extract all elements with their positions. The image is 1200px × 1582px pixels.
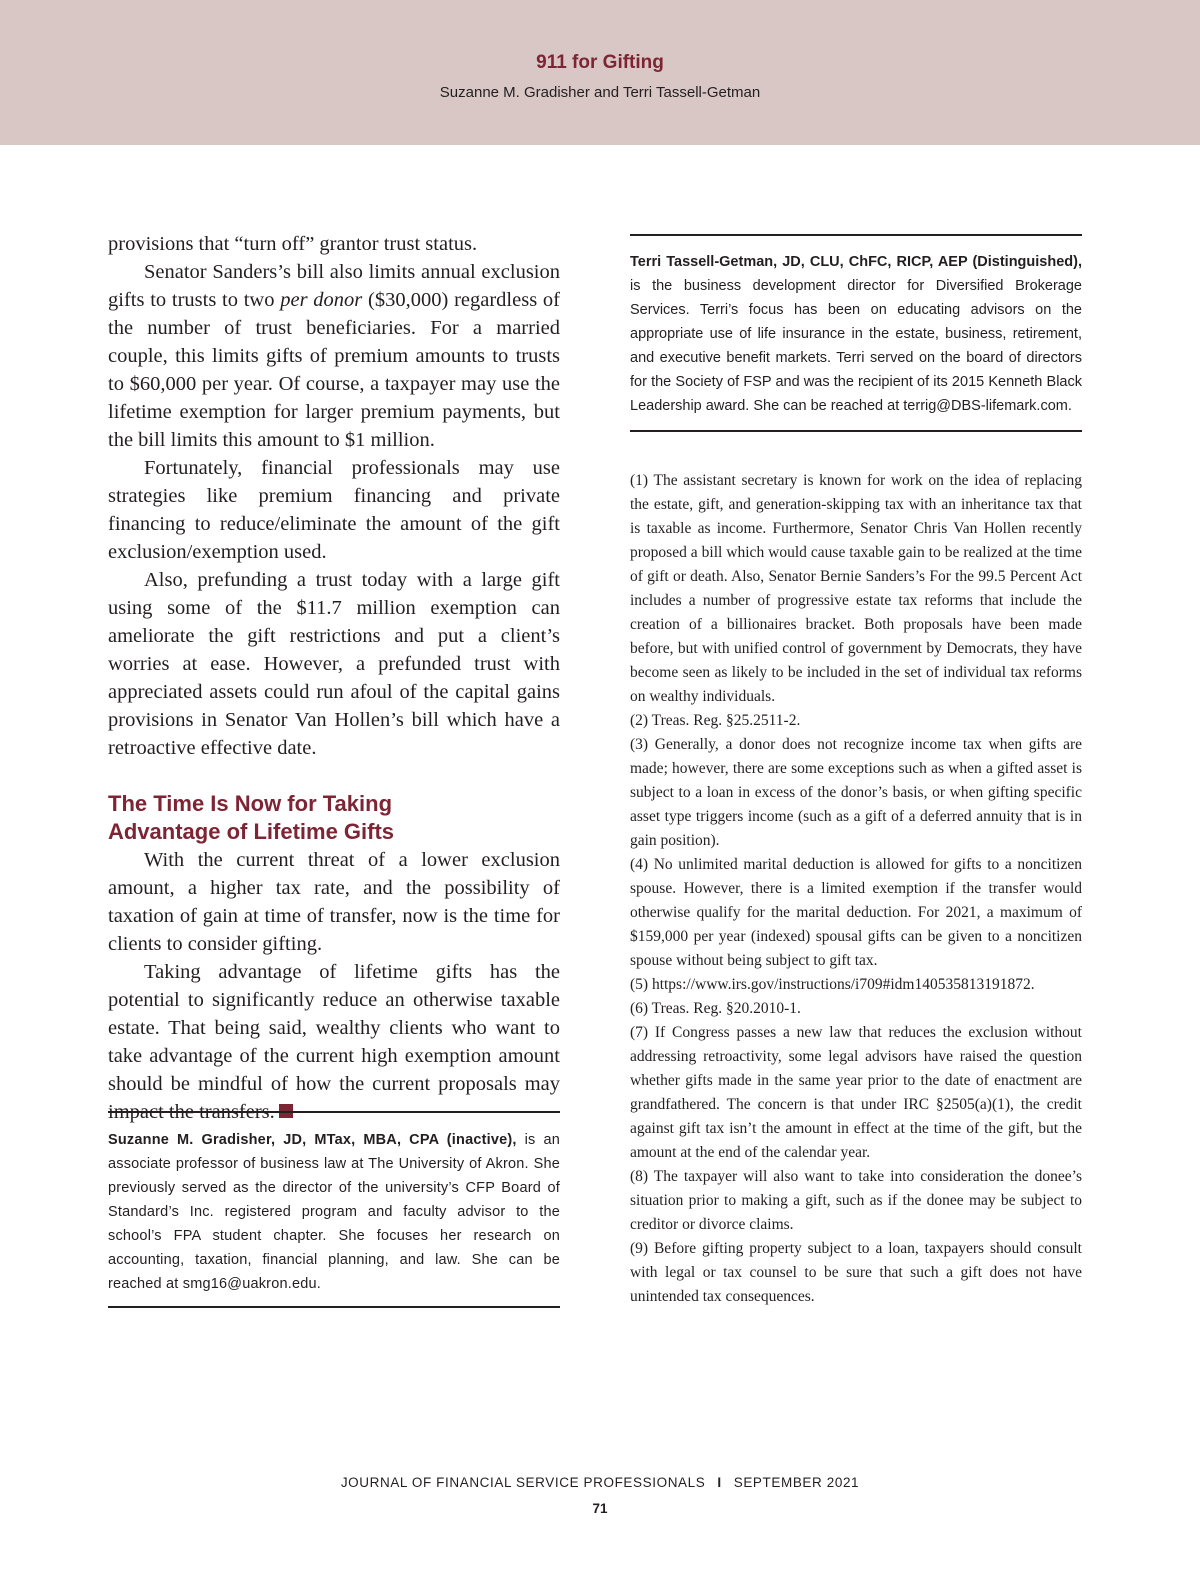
footnote-7: (7) If Congress passes a new law that reduces the exclusion without addressing retroactivity, some legal advisors have raised the question whether gifts made in the same year prior to the date of enactment are grandfathered. The concern is that under IRC §2505(a)(1), the credit against gift tax isn’t the amount in effect at the time of the gift, but the amount at the end of the calendar year. xyxy=(630,1024,1082,1161)
running-header xyxy=(0,0,1200,145)
footnote-9: (9) Before gifting property subject to a loan, taxpayers should consult with legal or tax counsel to be sure that such a gift does not have unintended tax consequences. xyxy=(630,1240,1082,1305)
author-bio-tassell-getman xyxy=(630,234,1082,432)
text-run: Senator Sanders’s bill also limits annual exclusion gifts to trusts to two xyxy=(108,261,560,311)
article-title: 911 for Gifting xyxy=(536,52,664,73)
bio-name: Suzanne M. Gradisher, JD, MTax, MBA, CPA (inactive), xyxy=(108,1132,517,1148)
text-run: ($30,000) regardless of the number of trust beneficiaries. For a married couple, this limits gifts of premium amounts to trusts to $60,000 per year. Of course, a taxpayer may use the lifetime exemption for larger premium payments, but the bill limits this amount to $1 million. xyxy=(108,289,560,451)
issue-date: SEPTEMBER 2021 xyxy=(733,1475,860,1490)
footnote-3: (3) Generally, a donor does not recognize income tax when gifts are made; however, there are some exceptions such as when a gifted asset is subject to a loan in excess of the donor’s basis, or when gifting specific asset type triggers income (such as a gift of a deferred annuity that is in gain position). xyxy=(630,736,1082,849)
page-number: 71 xyxy=(592,1501,608,1516)
footnote-4: (4) No unlimited marital deduction is allowed for gifts to a noncitizen spouse. However, there is a limited exemption if the transfer would otherwise qualify for the marital deduction. For 2021, a maximum of $159,000 per year (indexed) spousal gifts can be given to a noncitizen spouse without being subject to gift tax. xyxy=(630,856,1082,969)
footnote-2: (2) Treas. Reg. §25.2511-2. xyxy=(630,712,801,729)
journal-name: JOURNAL OF FINANCIAL SERVICE PROFESSIONALS xyxy=(340,1475,706,1490)
paragraph: With the current threat of a lower exclusion amount, a higher tax rate, and the possibility of taxation of gain at time of transfer, now is the time for clients to consider gifting. xyxy=(108,849,560,955)
paragraph: Also, prefunding a trust today with a large gift using some of the $11.7 million exemption can ameliorate the gift restrictions and put a client’s worries at ease. However, a prefunded trust with appreciated assets could run afoul of the capital gains provisions in Senator Van Hollen’s bill which have a retroactive effective date. xyxy=(108,569,560,759)
footnote-1: (1) The assistant secretary is known for work on the idea of replacing the estate, gift, and generation-skipping tax with an inheritance tax that is taxable as income. Furthermore, Senator Chris Van Hollen recently proposed a bill which would cause taxable gain to be realized at the time of gift or death. Also, Senator Bernie Sanders’s For the 99.5 Percent Act includes a number of progressive estate tax reforms that include the creation of a billionaires bracket. Both proposals have been made before, but with unified control of government by Democrats, they have become seen as likely to be included in the set of individual tax reforms on wealthy individuals. xyxy=(630,472,1082,705)
article-authors: Suzanne M. Gradisher and Terri Tassell-Getman xyxy=(439,84,761,101)
section-heading xyxy=(108,790,560,846)
text-run: Taking advantage of lifetime gifts has the potential to significantly reduce an otherwise taxable estate. That being said, wealthy clients who want to take advantage of the current high exemption amount should be mindful of how the current proposals may impact the transfers. xyxy=(108,961,560,1123)
footnotes xyxy=(630,469,1082,1309)
running-footer xyxy=(0,1475,1200,1490)
section-heading-line: Advantage of Lifetime Gifts xyxy=(108,819,395,844)
paragraph: Fortunately, financial professionals may use strategies like premium financing and private financing to reduce/eliminate the amount of the gift exclusion/exemption used. xyxy=(108,457,560,563)
footnote-6: (6) Treas. Reg. §20.2010-1. xyxy=(630,1000,801,1017)
footnote-5: (5) https://www.irs.gov/instructions/i709#idm140535813191872. xyxy=(630,976,1035,993)
bio-name: Terri Tassell-Getman, JD, CLU, ChFC, RICP, AEP (Distinguished), xyxy=(630,254,1082,270)
bio-text: is an associate professor of business law at The University of Akron. She previously served as the director of the university’s CFP Board of Standard’s Inc. registered program and faculty advisor to the school’s FPA student chapter. She focuses her research on accounting, taxation, financial planning, and law. She can be reached at smg16@uakron.edu. xyxy=(108,1132,561,1292)
bio-text: is the business development director for Diversified Brokerage Services. Terri’s focus has been on educating advisors on the appropriate use of life insurance in the estate, business, retirement, and executive benefit markets. Terri served on the board of directors for the Society of FSP and was the recipient of its 2015 Kenneth Black Leadership award. She can be reached at terrig@DBS-lifemark.com. xyxy=(630,278,1082,414)
paragraph xyxy=(108,258,560,454)
section-heading-line: The Time Is Now for Taking xyxy=(108,791,393,816)
main-text-column xyxy=(108,230,560,1126)
footnote-8: (8) The taxpayer will also want to take into consideration the donee’s situation prior to making a gift, such as if the donee may be subject to creditor or divorce claims. xyxy=(630,1168,1082,1233)
paragraph xyxy=(108,958,560,1126)
author-bio-gradisher xyxy=(108,1111,560,1308)
emphasis-text: per donor xyxy=(280,289,363,311)
paragraph: provisions that “turn off” grantor trust status. xyxy=(108,233,478,255)
footer-separator: I xyxy=(717,1475,722,1490)
